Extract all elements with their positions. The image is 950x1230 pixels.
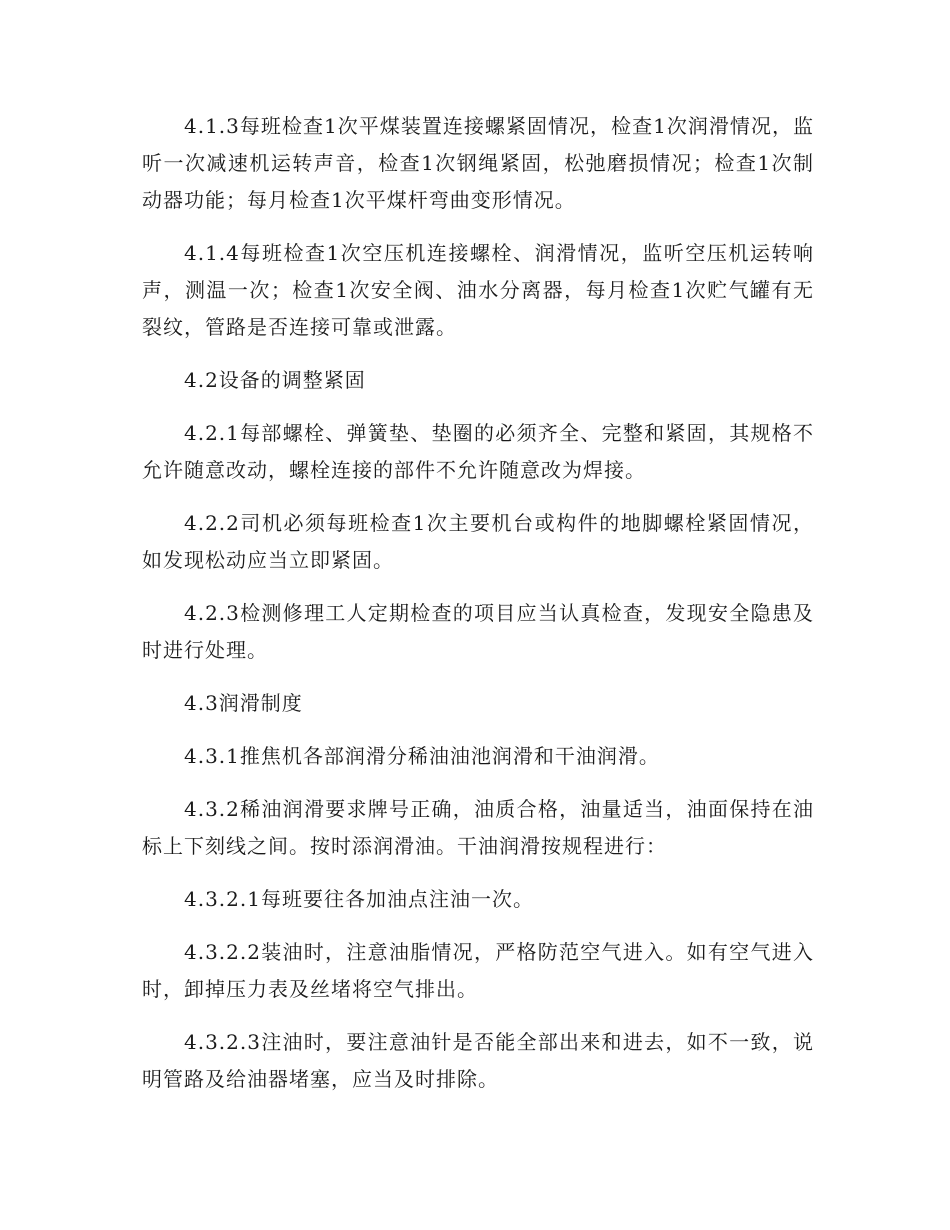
- paragraph-4-3-1: 4.3.1推焦机各部润滑分稀油油池润滑和干油润滑。: [184, 744, 660, 768]
- paragraph-4-1-3: 4.1.3每班检查1次平煤装置连接螺紧固情况，检查1次润滑情况，监听一次减速机运转声音，检查1次钢绳紧固，松弛磨损情况；检查1次制动器功能；每月检查1次平煤杆弯曲变形情况。: [142, 114, 814, 212]
- paragraph-4-3-2: 4.3.2稀油润滑要求牌号正确，油质合格，油量适当，油面保持在油标上下刻线之间。按时添润滑油。干油润滑按规程进行：: [142, 797, 814, 858]
- paragraph-4-3-2-3: 4.3.2.3注油时，要注意油针是否能全部出来和进去，如不一致，说明管路及给油器堵塞，应当及时排除。: [142, 1030, 814, 1091]
- paragraph-4-1-4: 4.1.4每班检查1次空压机连接螺栓、润滑情况，监听空压机运转响声，测温一次；检查1次安全阀、油水分离器，每月检查1次贮气罐有无裂纹，管路是否连接可靠或泄露。: [142, 241, 814, 339]
- paragraph-4-3-2-2: 4.3.2.2装油时，注意油脂情况，严格防范空气进入。如有空气进入时，卸掉压力表及丝堵将空气排出。: [142, 940, 814, 1001]
- section-heading-4-2: 4.2设备的调整紧固: [184, 368, 366, 392]
- paragraph-4-3-2-1: 4.3.2.1每班要往各加油点注油一次。: [184, 887, 534, 911]
- section-heading-4-3: 4.3润滑制度: [184, 691, 303, 715]
- paragraph-4-2-3: 4.2.3检测修理工人定期检查的项目应当认真检查，发现安全隐患及时进行处理。: [142, 601, 814, 662]
- paragraph-4-2-1: 4.2.1每部螺栓、弹簧垫、垫圈的必须齐全、完整和紧固，其规格不允许随意改动，螺栓连接的部件不允许随意改为焊接。: [142, 421, 814, 482]
- paragraph-4-2-2: 4.2.2司机必须每班检查1次主要机台或构件的地脚螺栓紧固情况，如发现松动应当立即紧固。: [142, 511, 814, 572]
- document-body: [142, 108, 814, 1114]
